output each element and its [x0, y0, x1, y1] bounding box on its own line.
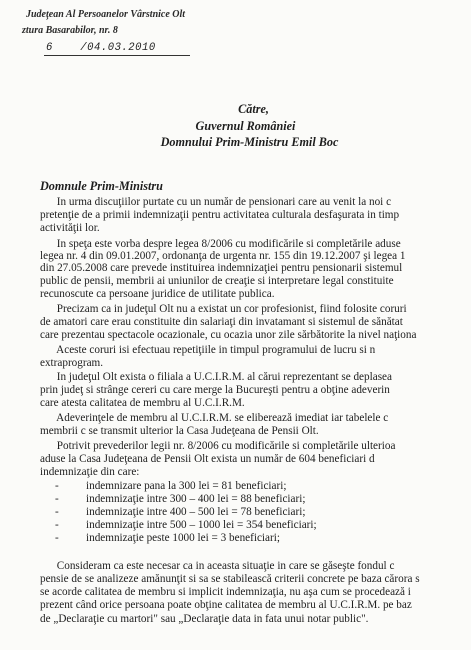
bullet-dash: -	[55, 519, 59, 531]
bullet-item: indemnizaţie intre 400 – 500 lei = 78 beneficiari;	[86, 506, 306, 518]
bullet-item: indemnizaţie peste 1000 lei = 3 beneficiari;	[86, 532, 280, 544]
salutation: Domnule Prim-Ministru	[40, 179, 163, 193]
body-line: aduse la Casa Judeţeana de Pensii Olt exista un număr de 604 beneficiari d	[40, 453, 375, 465]
closing-line: de „Declaraţie cu martori" sau „Declaraţie data in fata unui notar public".	[40, 613, 369, 625]
body-line: legea nr. 4 din 09.01.2007, ordonanţa de urgenta nr. 155 din 19.12.2007 şi legea 1	[40, 250, 406, 262]
closing-line: pensie de se analizeze amănunţit si sa se stabilească criterii concrete pe baza cărora s	[40, 573, 420, 585]
bullet-item: indemnizare pana la 300 lei = 81 beneficiari;	[86, 480, 287, 492]
closing-line: prezent când orice persoana poate obţine calitatea de membru al U.C.I.R.M. pe baz	[40, 599, 412, 611]
body-line: care prezentau spectacole ocazionale, cu ocazia unor zile sărbătorite la nivel naţiona	[40, 329, 417, 341]
bullet-dash: -	[55, 532, 59, 544]
body-line: pretenţie de a primii indemnizaţii pentru activitatea culturala desfaşurata in timp	[40, 209, 400, 221]
addressee-prime-minister: Domnului Prim-Ministru Emil Boc	[160, 135, 339, 149]
closing-line: se acorde calitatea de membru si implicit indemnizaţia, nu aşa cum se procedează i	[40, 586, 411, 598]
body-line: public de pensii, membrii ai uniunilor de creaţie si interpretare legal constituite	[40, 275, 394, 287]
body-line: prin judeţ si strânge cereri cu care merge la Bucureşti pentru a obţine adeverin	[40, 384, 390, 396]
body-line: care atesta calitatea de membru al U.C.I.R.M.	[40, 397, 245, 409]
body-line: In urma discuţiilor purtate cu un număr de pensionari care au venit la noi c	[40, 196, 392, 208]
body-line: membrii c se transmit ulterior la Casa Judeţeana de Pensii Olt.	[40, 425, 319, 437]
body-line: activităţii lor.	[40, 222, 100, 234]
body-line: Adeverinţele de membru al U.C.I.R.M. se eliberează imediat iar tabelele c	[40, 412, 389, 424]
body-line: Precizam ca in judeţul Olt nu a existat un cor profesionist, fiind folosite coruri	[40, 303, 407, 315]
body-line: In speţa este vorba despre legea 8/2006 cu modificările si completările aduse	[40, 238, 401, 250]
body-line: Potrivit prevederilor legii nr. 8/2006 cu modificările si completările ulterioa	[40, 440, 396, 452]
closing-line: Consideram ca este necesar ca in aceasta situaţie in care se găseşte fondul c	[40, 560, 395, 572]
body-line: In judeţul Olt exista o filiala a U.C.I.R.M. al cărui reprezentant se deplasea	[40, 371, 392, 383]
body-line: extraprogram.	[40, 357, 104, 369]
bullet-item: indemnizaţie intre 500 – 1000 lei = 354 beneficiari;	[86, 519, 317, 531]
body-line: din 27.05.2008 care prevede instituirea indemnizaţiei pentru pensionarii sistemul	[40, 262, 403, 274]
addressee-government: Guvernul României	[195, 119, 296, 133]
body-line: de amatori care erau constituite din salariaţi din invatamant si sistemul de sănătat	[40, 316, 403, 328]
body-line: recunoscute ca persoane juridice de utilitate publica.	[40, 288, 275, 300]
body-line: Aceste coruri isi efectuau repetiţiile in timpul programului de lucru si n	[40, 344, 376, 356]
registration-underline	[44, 55, 190, 56]
bullet-dash: -	[55, 480, 59, 492]
addressee-to: Către,	[238, 102, 269, 116]
bullet-dash: -	[55, 493, 59, 505]
bullet-item: indemnizaţie intre 300 – 400 lei = 88 beneficiari;	[86, 493, 306, 505]
registration-number: 6 /04.03.2010	[46, 42, 156, 54]
header-address: ztura Basarabilor, nr. 8	[22, 25, 118, 36]
header-institution: Judeţean Al Persoanelor Vârstnice Olt	[26, 9, 186, 20]
bullet-dash: -	[55, 506, 59, 518]
body-line: indemnizaţie din care:	[40, 466, 140, 478]
